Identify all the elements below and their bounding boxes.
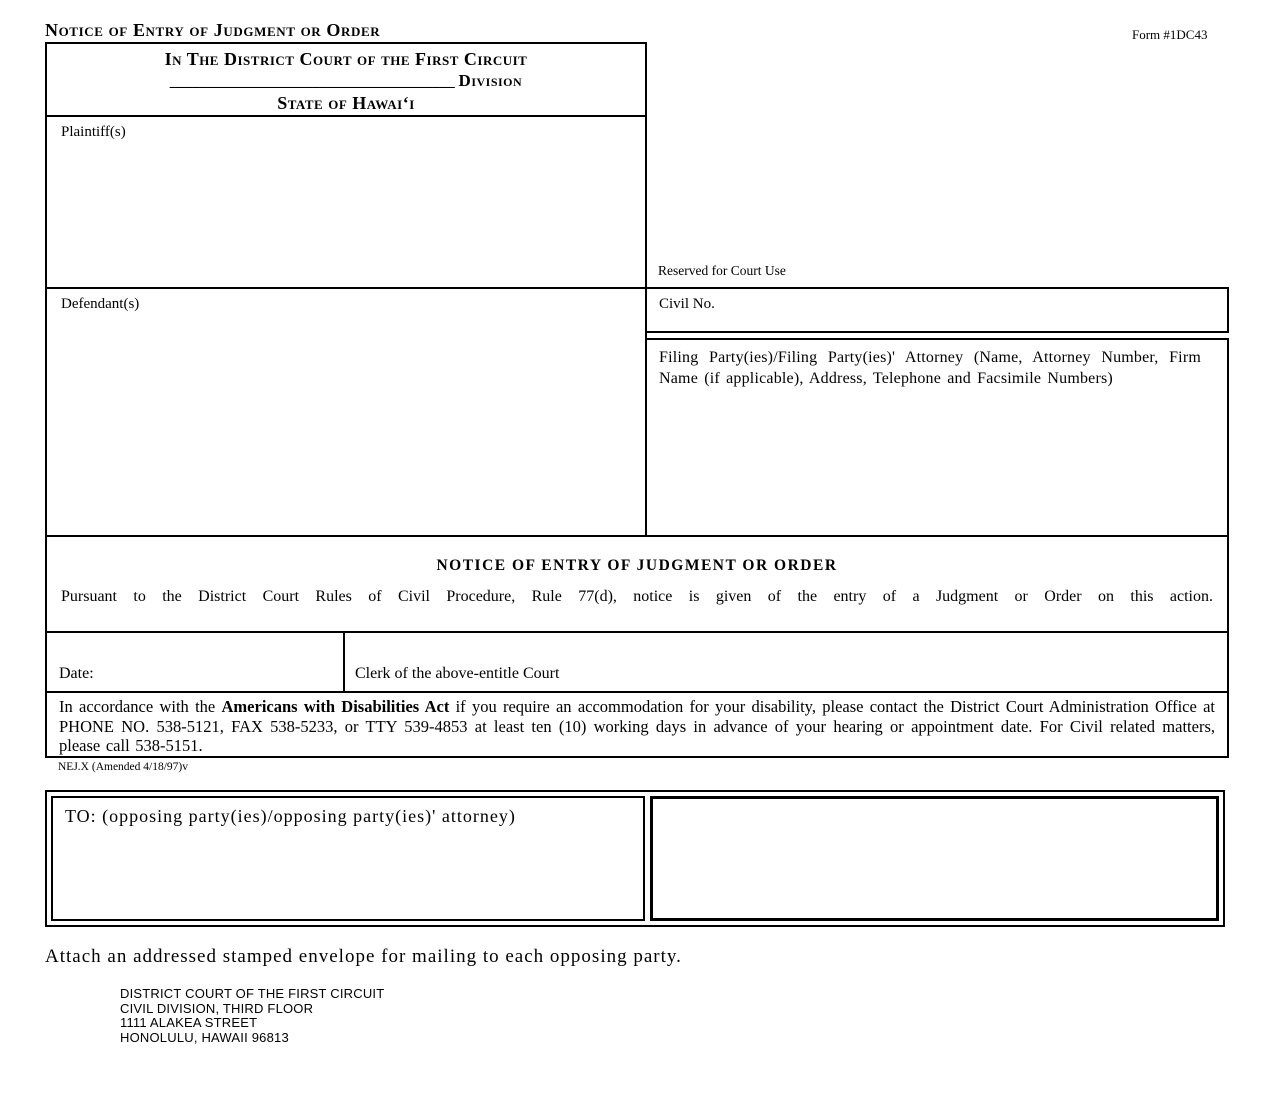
- court-caption-box: [45, 42, 647, 117]
- ada-text-suffix: if you require an accommodation for your disability, please contact the District Court Administration Office at PHONE NO. 538-5121, FAX 538-5233, or TTY 539-4853 at least ten (10) working days in advance of your hearing or appointment date. For Civil related matters, please call 538-5151.: [59, 697, 1215, 755]
- ada-notice: [45, 691, 1229, 758]
- defendant-label: Defendant(s): [61, 296, 140, 312]
- to-label: TO: (opposing party(ies)/opposing party(ies)' attorney): [65, 806, 516, 826]
- form-revision-code: NEJ.X (Amended 4/18/97)v: [58, 761, 188, 773]
- to-section: [45, 790, 1225, 927]
- defendant-box[interactable]: [45, 287, 647, 537]
- envelope-instruction: Attach an addressed stamped envelope for mailing to each opposing party.: [45, 946, 682, 967]
- to-blank-box[interactable]: [650, 796, 1219, 921]
- form-title: Notice of Entry of Judgment or Order: [45, 20, 384, 45]
- clerk-cell[interactable]: [345, 633, 1227, 691]
- division-blank-line[interactable]: ______________________________________: [169, 74, 455, 90]
- ada-text-prefix: In accordance with the: [59, 697, 222, 716]
- mailing-address-line: DISTRICT COURT OF THE FIRST CIRCUIT: [120, 986, 385, 1001]
- filing-party-box[interactable]: [645, 338, 1229, 537]
- reserved-for-court-use-label: Reserved for Court Use: [658, 263, 786, 278]
- mailing-address-line: CIVIL DIVISION, THIRD FLOOR: [120, 1000, 314, 1016]
- mailing-address-line: 1111 ALAKEA STREET: [120, 1015, 258, 1030]
- mailing-address: [120, 987, 384, 1045]
- plaintiff-box[interactable]: [45, 115, 647, 289]
- to-address-box[interactable]: [51, 796, 645, 921]
- state-name: State of Hawai‘i: [277, 93, 415, 113]
- filing-party-label: Filing Party(ies)/Filing Party(ies)' Attorney (Name, Attorney Number, Firm Name (if applicable), Address, Telephone and Facsimile Numbers): [659, 349, 1201, 387]
- form-number: Form #1DC43: [1132, 27, 1208, 42]
- plaintiff-label: Plaintiff(s): [61, 124, 126, 140]
- court-name: In The District Court of the First Circuit: [164, 49, 528, 69]
- mailing-address-line: HONOLULU, HAWAII 96813: [120, 1029, 289, 1045]
- notice-section: [45, 535, 1229, 633]
- ada-act-name: Americans with Disabilities Act: [221, 697, 450, 716]
- date-label: Date:: [59, 665, 94, 682]
- division-label: Division: [458, 71, 523, 90]
- division-line: [47, 70, 645, 93]
- notice-title: NOTICE OF ENTRY OF JUDGMENT OR ORDER: [436, 557, 838, 574]
- clerk-label: Clerk of the above-entitle Court: [355, 665, 560, 682]
- signature-row: [45, 631, 1229, 693]
- civil-no-label: Civil No.: [659, 296, 715, 312]
- date-cell[interactable]: [47, 633, 345, 691]
- civil-no-box[interactable]: [645, 287, 1229, 333]
- notice-body: Pursuant to the District Court Rules of Civil Procedure, Rule 77(d), notice is given of the entry of a Judgment or Order on this action.: [61, 588, 1213, 605]
